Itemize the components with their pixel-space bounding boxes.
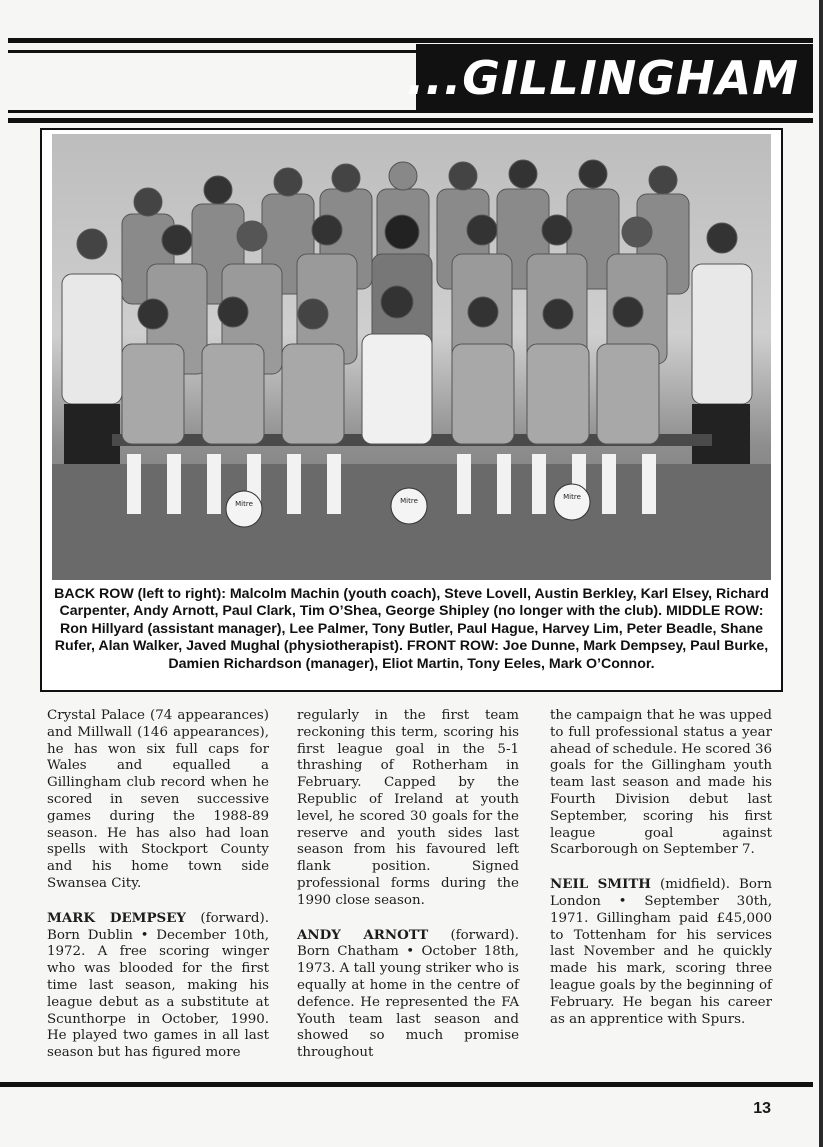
player-bio: (forward). Born Dublin • December 10th, 1972. A free scoring winger who was blooded for the first time last season, making his league debut as a substitute at Scunthorpe in October, 1990. He played two games in all last season but has figured more (47, 910, 269, 1061)
player-bio: (forward). Born Chatham • October 18th, 1973. A tall young striker who is equally at home in the centre of defence. He represented the FA Youth team last season and showed so much promise throughout (297, 927, 519, 1061)
header-rule-bottom-thin (8, 110, 813, 113)
ball-brand-label-1: Mitre (235, 500, 253, 508)
player-name: NEIL SMITH (550, 876, 651, 893)
article-paragraph: the campaign that he was upped to full professional status a year ahead of schedule. He scored 36 goals for the Gillingham youth team last season and made his Fourth Division debut last September, scoring his first league goal against Scarborough on September 7. (550, 708, 772, 858)
article-paragraph (550, 876, 772, 1028)
page-title: ...GILLINGHAM (416, 44, 813, 111)
player-bio: (midfield). Born London • September 30th, 1971. Gillingham paid £45,000 to Tottenham for his services last November and he quickly made his mark, scoring three league goals by the beginning of February. He began his career as an apprentice with Spurs. (550, 877, 772, 1027)
article-column-1 (47, 708, 269, 1079)
caption-back-row: BACK ROW (left to right): Malcolm Machin (youth coach), Steve Lovell, Austin Berkley, Karl Elsey, Richard Carpenter, Andy Arnott, Paul Clark, Tim O’Shea, George Shipley (no longer with the club). (54, 586, 769, 620)
player-name: MARK DEMPSEY (47, 909, 186, 926)
team-photo-frame (40, 128, 783, 692)
footer-rule (0, 1082, 813, 1087)
article-column-3 (550, 708, 772, 1045)
ball-brand-label-2: Mitre (400, 497, 418, 505)
header-rule-top (8, 38, 813, 43)
article-column-2 (297, 708, 519, 1079)
page-number: 13 (753, 1100, 771, 1117)
article-paragraph: regularly in the first team reckoning this term, scoring his first league goal in the 5-1 thrashing of Rotherham in February. Capped by the Republic of Ireland at youth level, he scored 30 goals for the reserve and youth sides last season from his favoured left flank position. Signed professional forms during the 1990 close season. (297, 708, 519, 908)
caption-front-row: FRONT ROW: Joe Dunne, Mark Dempsey, Paul Burke, Damien Richardson (manager), Eliot Martin, Tony Eeles, Mark O’Connor. (168, 638, 769, 672)
article-paragraph (47, 910, 269, 1062)
caption-middle-row: MIDDLE ROW: Ron Hillyard (assistant manager), Lee Palmer, Tony Butler, Paul Hague, Harvey Lim, Peter Beadle, Shane Rufer, Alan Walker, Javed Mughal (physiotherapist). (54, 603, 764, 655)
team-photo (52, 134, 771, 580)
photo-caption (48, 586, 775, 673)
ball-brand-label-3: Mitre (563, 493, 581, 501)
left-figure-shorts (64, 404, 120, 464)
article-paragraph: Crystal Palace (74 appearances) and Millwall (146 appearances), he has won six full caps for Wales and equalled a Gillingham club record when he scored in seven successive games during the 1988-89 season. He has also had loan spells with Stockport County and his home town side Swansea City. (47, 708, 269, 891)
header-rule-bottom (8, 118, 813, 123)
article-paragraph (297, 927, 519, 1062)
team-photo-illustration (52, 134, 771, 580)
player-name: ANDY ARNOTT (297, 926, 429, 943)
page-edge (819, 0, 823, 1147)
